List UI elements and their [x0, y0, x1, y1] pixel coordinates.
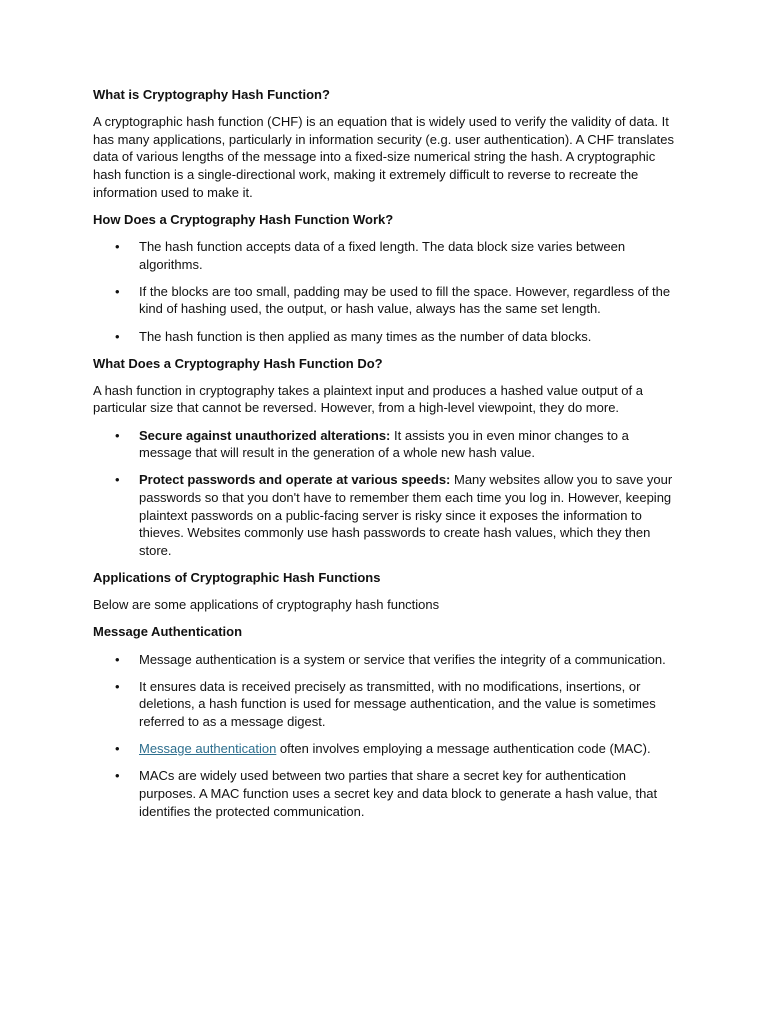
- heading-applications: Applications of Cryptographic Hash Functions: [93, 570, 381, 585]
- list-item: [93, 678, 678, 731]
- message-authentication-link[interactable]: Message authentication: [139, 741, 277, 757]
- list-item: [93, 238, 678, 273]
- document-page: [93, 86, 678, 830]
- bullet-icon: •: [115, 328, 120, 344]
- list-item: [93, 328, 678, 346]
- paragraph-what-does: A hash function in cryptography takes a plaintext input and produces a hashed value output of a particular size that cannot be reversed. However, from a high-level viewpoint, they do more.: [93, 382, 643, 416]
- bullet-icon: •: [115, 472, 120, 488]
- list-item: [93, 427, 678, 462]
- list-item-text: It ensures data is received precisely as transmitted, with no modifications, insertions, or deletions, a hash function is used for message authentication, and the value is sometimes referred to as a message digest.: [139, 678, 656, 729]
- bullet-icon: •: [115, 768, 120, 784]
- list-item: [93, 651, 678, 669]
- list-item-text: often involves employing a message authentication code (MAC).: [276, 741, 651, 757]
- heading-what-does: What Does a Cryptography Hash Function Do?: [93, 355, 383, 371]
- list-item-text: Many websites allow you to save your passwords so that you don't have to remember them each time you log in. However, keeping plaintext passwords on a public-facing server is risky since it exposes the information to thieves. Websites commonly use hash passwords to create hash values, which they then store.: [139, 472, 673, 558]
- bullet-icon: •: [115, 283, 120, 299]
- paragraph-what-is: A cryptographic hash function (CHF) is an equation that is widely used to verify the validity of data. It has many applications, particularly in information security (e.g. user authentication). A CHF translates data of various lengths of the message into a fixed-size numerical string the hash. A cryptographic hash function is a single-directional work, making it extremely difficult to reverse to recreate the information used to make it.: [93, 114, 674, 200]
- list-item-text: The hash function accepts data of a fixed length. The data block size varies between algorithms.: [139, 238, 626, 272]
- list-item-lead: Protect passwords and operate at various speeds:: [139, 472, 451, 488]
- list-item: [93, 283, 678, 318]
- list-item-text: Message authentication is a system or service that verifies the integrity of a communication.: [139, 651, 666, 667]
- bullet-icon: •: [115, 678, 120, 694]
- heading-message-authentication: Message Authentication: [93, 624, 243, 640]
- heading-how-works: How Does a Cryptography Hash Function Work?: [93, 211, 394, 227]
- list-item-text: If the blocks are too small, padding may be used to fill the space. However, regardless of the kind of hashing used, the output, or hash value, always has the same set length.: [139, 283, 671, 317]
- list-what-does: [93, 427, 678, 560]
- list-item: [93, 767, 678, 820]
- paragraph-applications: Below are some applications of cryptography hash functions: [93, 597, 440, 613]
- list-item: [93, 471, 678, 559]
- list-item-text: MACs are widely used between two parties that share a secret key for authentication purposes. A MAC function uses a secret key and data block to generate a hash value, that identifies the protected communication.: [139, 768, 658, 819]
- list-item-lead: Secure against unauthorized alterations:: [139, 427, 391, 443]
- heading-what-is: What is Cryptography Hash Function?: [93, 87, 330, 102]
- bullet-icon: •: [115, 741, 120, 757]
- list-item-text: The hash function is then applied as many times as the number of data blocks.: [139, 328, 592, 344]
- list-item: [93, 740, 678, 758]
- list-message-authentication: [93, 651, 678, 821]
- bullet-icon: •: [115, 238, 120, 254]
- list-how-works: [93, 238, 678, 345]
- bullet-icon: •: [115, 651, 120, 667]
- list-item-text: It assists you in even minor changes to a message that will result in the generation of a whole new hash value.: [139, 427, 629, 461]
- bullet-icon: •: [115, 427, 120, 443]
